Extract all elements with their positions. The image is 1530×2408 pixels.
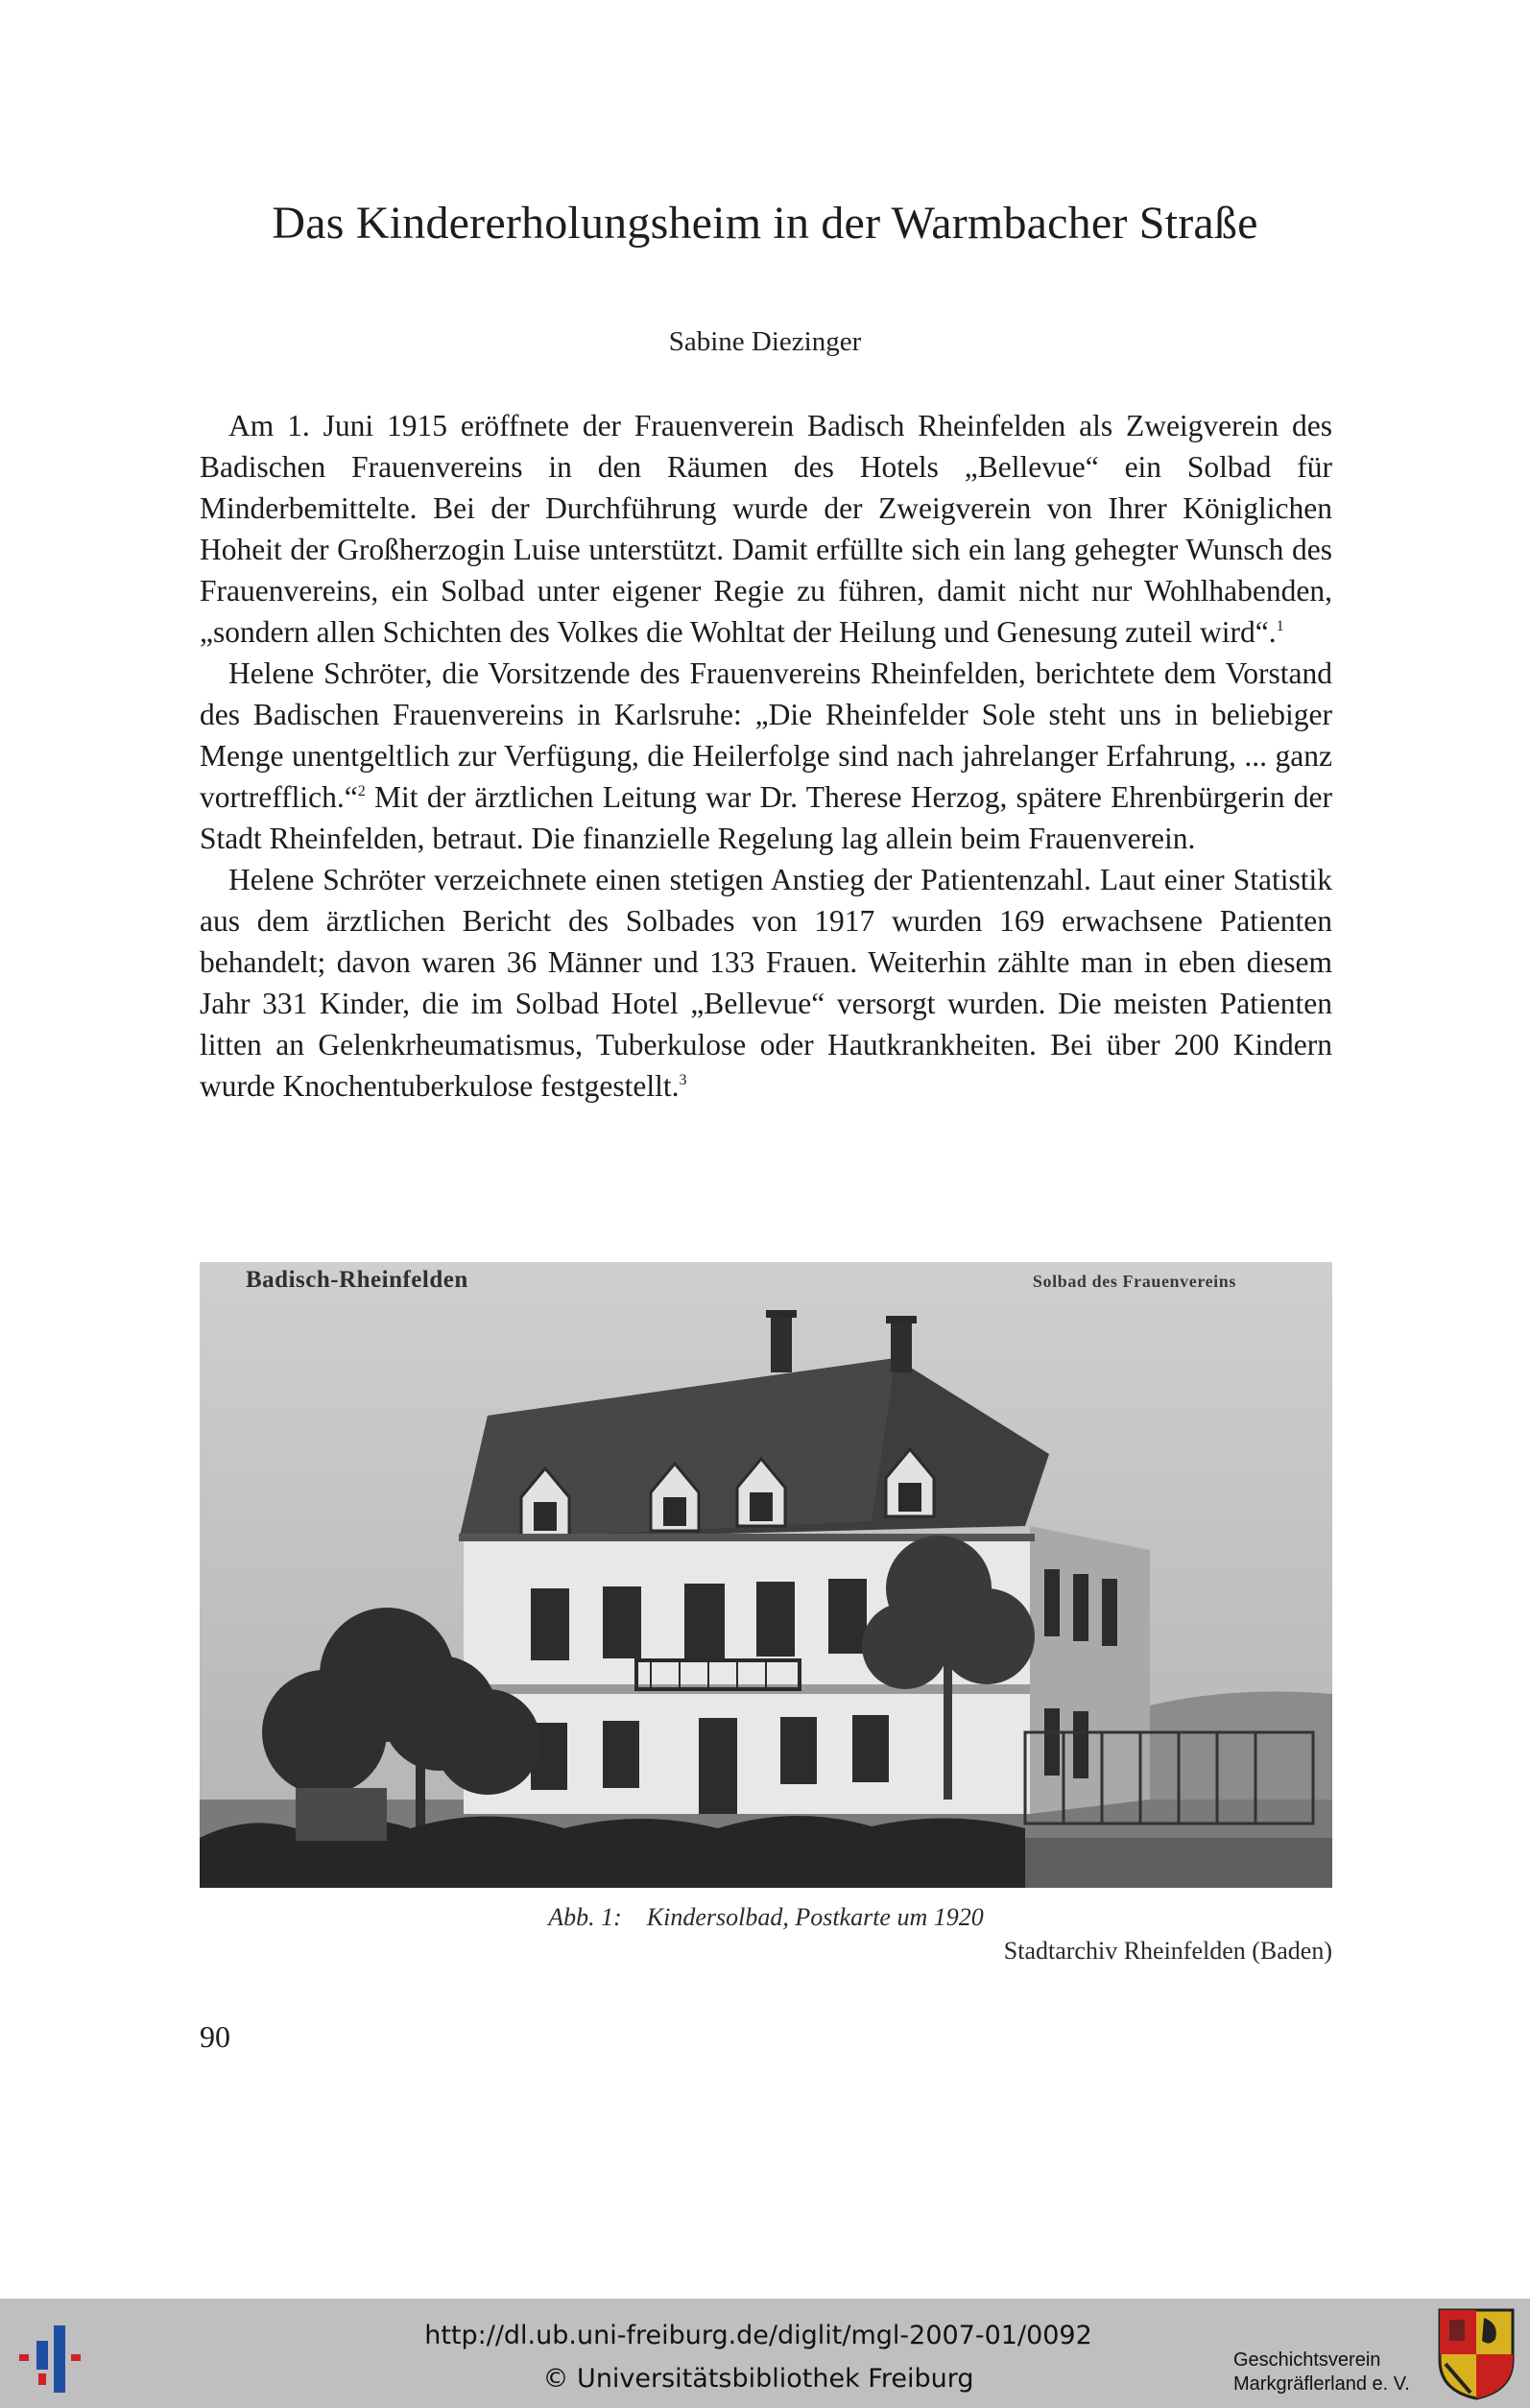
coat-of-arms-icon [1436, 2306, 1517, 2400]
postcard-label-left: Badisch-Rheinfelden [246, 1267, 468, 1293]
footnote-marker[interactable]: 2 [357, 783, 366, 799]
page-title: Das Kindererholungsheim in der Warmbacher Straße [272, 198, 1258, 249]
paragraph-text: Helene Schröter, die Vorsitzende des Frauenvereins Rheinfelden, berichtete dem Vorstand des Badischen Frauenvereins in Karlsruhe: „Die Rheinfelder Sole steht uns in beliebiger Menge unentgeltlich zur Verfügung, die Heilerfolge sind nach jahrelanger Erfahrung, ... ganz vortrefflich.“ [200, 656, 1332, 814]
article-body [200, 405, 1332, 1107]
paragraph [200, 653, 1332, 859]
postcard-label-right: Solbad des Frauenvereins [1032, 1272, 1236, 1291]
author-name: Sabine Diezinger [668, 326, 862, 357]
paragraph-text: Am 1. Juni 1915 eröffnete der Frauenverein Badisch Rheinfelden als Zweigverein des Badischen Frauenvereins in den Räumen des Hotels „Bellevue“ ein Solbad für Minderbemittelte. Bei der Durchführung wurde der Zweigverein von Ihrer Königlichen Hoheit der Großherzogin Luise unterstützt. Damit erfüllte sich ein lang gehegter Wunsch des Frauenvereins, ein Solbad unter eigener Regie zu führen, damit nicht nur Wohlhabenden, „sondern allen Schichten des Volkes die Wohltat der Heilung und Genesung zuteil wird“. [200, 409, 1332, 649]
figure-number: Abb. 1: [548, 1903, 622, 1931]
paragraph [200, 859, 1332, 1107]
footnote-marker[interactable]: 1 [1276, 618, 1284, 634]
viewer-footer [0, 2299, 1530, 2408]
page-number: 90 [200, 2019, 230, 2054]
footnote-marker[interactable]: 3 [679, 1072, 687, 1088]
permalink-url[interactable]: http://dl.ub.uni-freiburg.de/diglit/mgl-2007-01/0092 [424, 2321, 1092, 2350]
society-name-line: Geschichtsverein [1233, 2349, 1381, 2371]
paragraph-text: Helene Schröter verzeichnete einen stetigen Anstieg der Patientenzahl. Laut einer Statistik aus dem ärztlichen Bericht des Solbades von 1917 wurden 169 erwachsene Patienten behandelt; davon waren 36 Männer und 133 Frauen. Weiterhin zählte man in eben diesem Jahr 331 Kinder, die im Solbad Hotel „Bellevue“ versorgt wurden. Die meisten Patienten litten an Gelenkrheumatismus, Tuberkulose oder Hautkrankheiten. Bei über 200 Kindern wurde Knochentuberkulose festgestellt. [200, 863, 1332, 1103]
figure-caption-text: Kindersolbad, Postkarte um 1920 [646, 1903, 984, 1931]
figure-caption [200, 1903, 1332, 1932]
figure-credit: Stadtarchiv Rheinfelden (Baden) [1003, 1937, 1332, 1965]
paragraph [200, 405, 1332, 653]
postcard-photo [200, 1262, 1332, 1888]
paragraph-text-tail: Mit der ärztlichen Leitung war Dr. Therese Herzog, spätere Ehrenbürgerin der Stadt Rheinfelden, betraut. Die finanzielle Regelung lag allein beim Frauenverein. [200, 780, 1332, 855]
society-name [1233, 2348, 1425, 2396]
copyright-notice: © Universitätsbibliothek Freiburg [542, 2364, 974, 2394]
society-name-line: Markgräflerland e. V. [1233, 2373, 1410, 2395]
building-illustration [200, 1262, 1332, 1888]
